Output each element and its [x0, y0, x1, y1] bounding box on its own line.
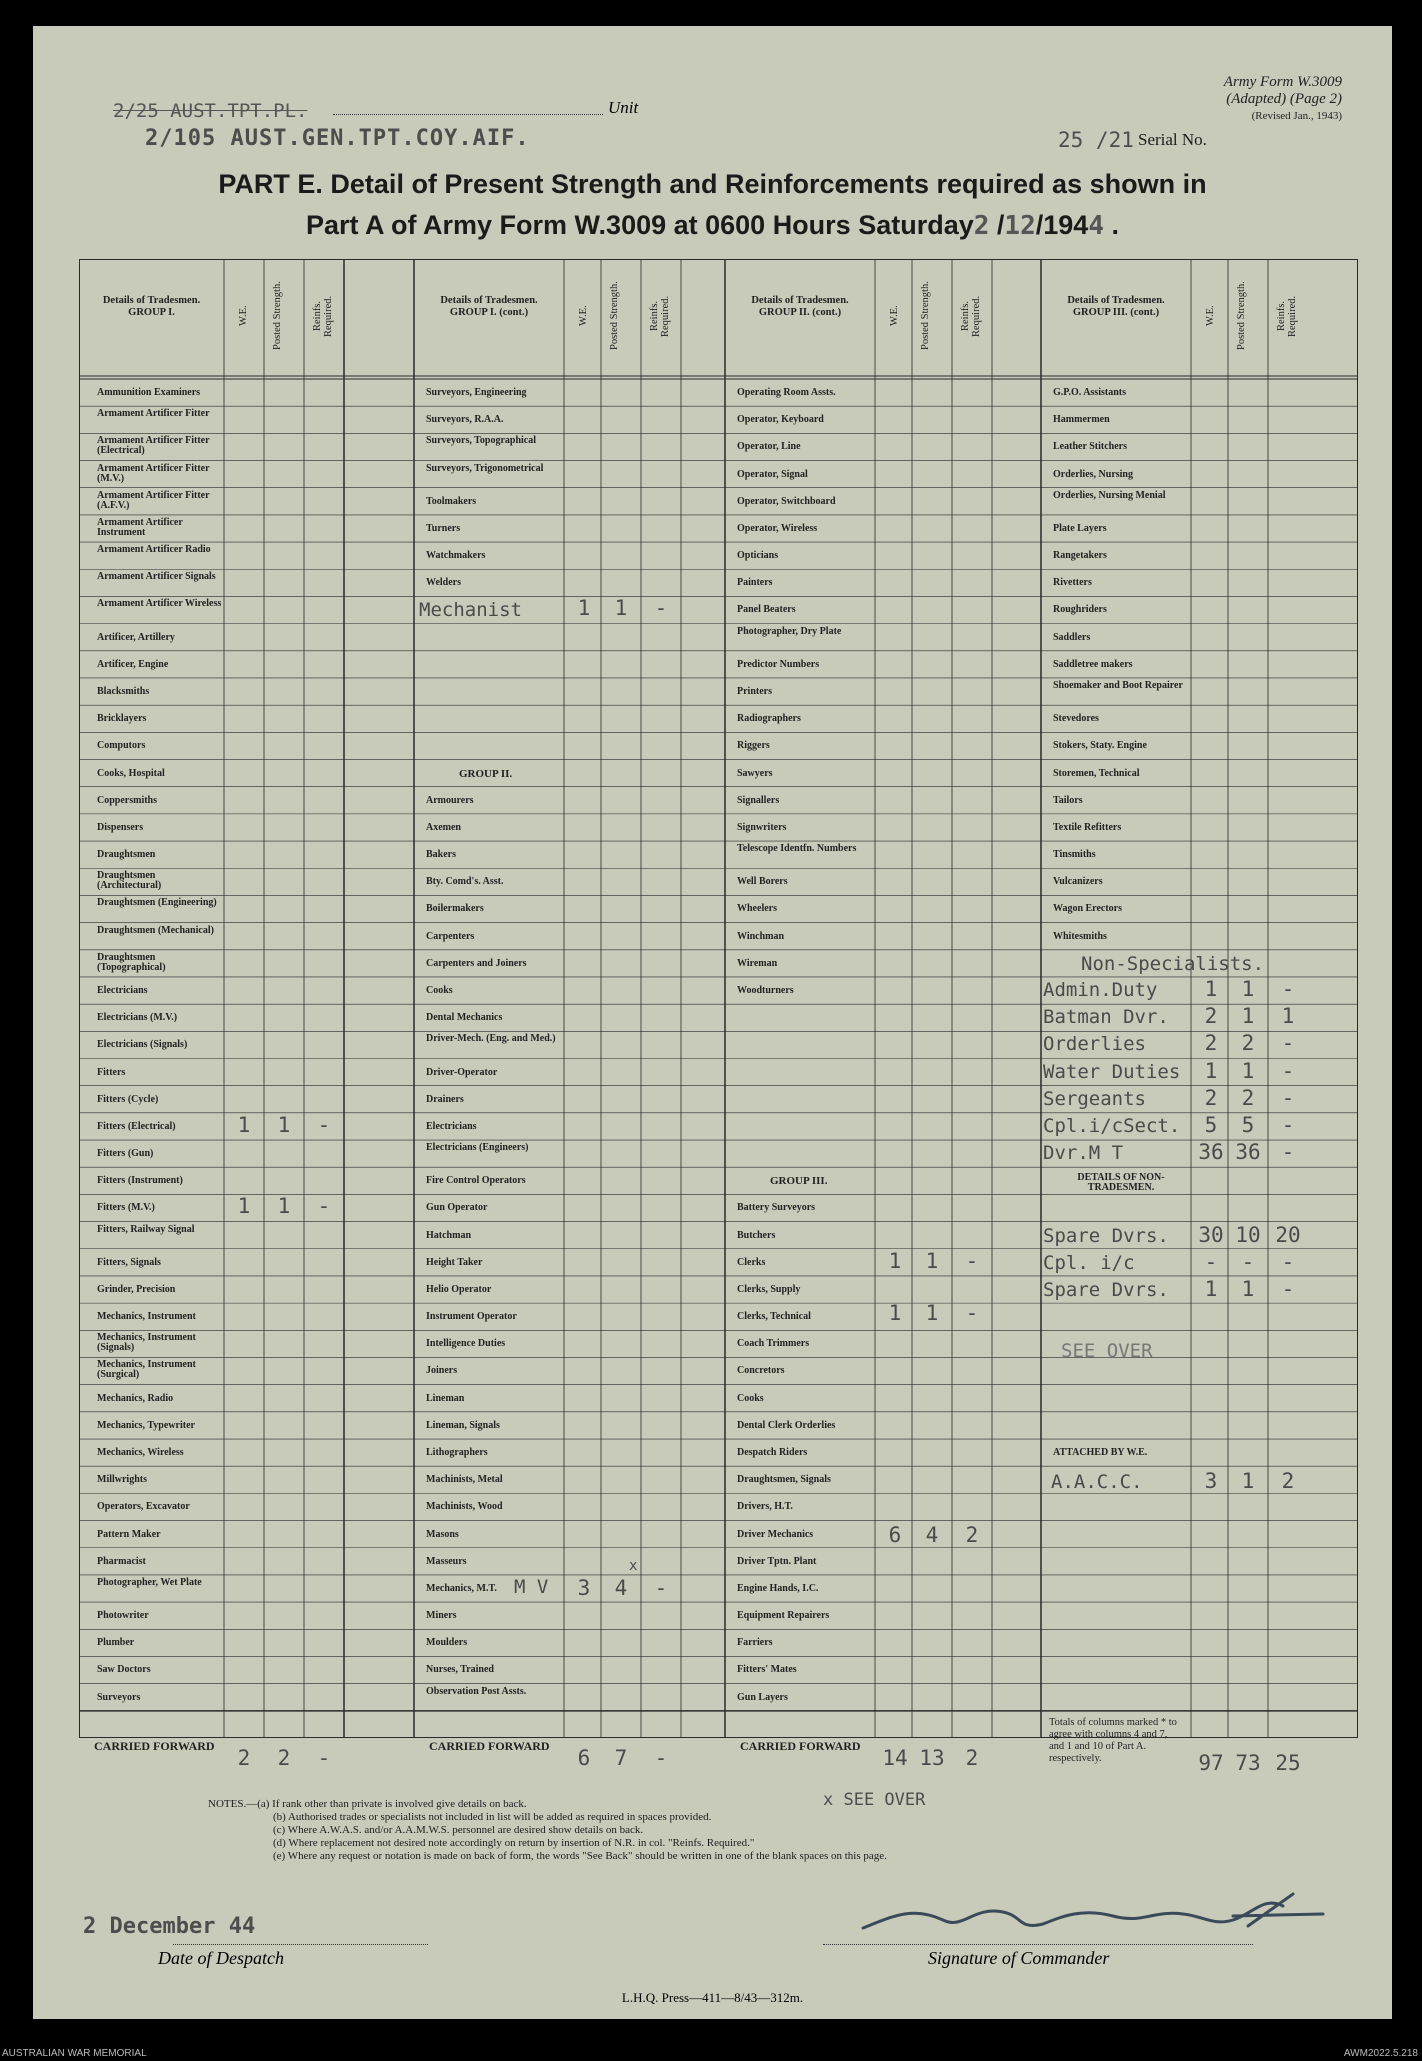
trade-name: Stokers, Staty. Engine	[1053, 740, 1147, 752]
trade-name: Boilermakers	[426, 903, 484, 915]
typed-reinfs: -	[1281, 1276, 1295, 1301]
form-number: Army Form W.3009	[1223, 74, 1342, 90]
trade-name: Artificer, Engine	[97, 658, 169, 670]
despatch-date-typed: 2 December 44	[83, 1914, 256, 1939]
trade-name: Surveyors, R.A.A.	[426, 414, 504, 426]
trade-name: Operator, Line	[737, 441, 801, 453]
column-header-trade: Details of Tradesmen. GROUP I. (cont.)	[440, 295, 538, 318]
trade-name: Vulcanizers	[1053, 876, 1103, 888]
typed-we: 1	[1204, 1058, 1218, 1083]
trade-name: Saddlers	[1053, 631, 1091, 643]
note-a: NOTES.—(a) If rank other than private is involved give details on back.	[208, 1798, 527, 1810]
typed-reinfs: -	[654, 596, 668, 621]
title-prefix: Part A of Army Form W.3009 at 0600 Hours Saturday	[306, 210, 974, 240]
trade-name: Electricians (Engineers)	[426, 1142, 529, 1154]
despatch-line	[173, 1944, 428, 1945]
trade-name: Armament Artificer Signals	[97, 571, 216, 583]
column-header-posted: Posted Strength.	[1236, 281, 1247, 351]
non-specialist-label: Sergeants	[1043, 1087, 1146, 1110]
form-adapted: (Adapted) (Page 2)	[1226, 91, 1342, 107]
title-year-digit: 4	[1088, 211, 1104, 241]
trade-name: Clerks, Technical	[737, 1311, 811, 1323]
trade-name: Machinists, Metal	[426, 1474, 503, 1486]
non-tradesman-label: Spare Dvrs.	[1043, 1278, 1169, 1301]
trade-name: Armament Artificer Fitter (A.F.V.)	[97, 489, 210, 511]
trade-name: Tailors	[1053, 794, 1083, 806]
credit-left: AUSTRALIAN WAR MEMORIAL	[2, 2048, 147, 2059]
trade-name: Despatch Riders	[737, 1447, 808, 1459]
trade-name: Gun Operator	[426, 1202, 488, 1214]
trade-name: Mechanics, Instrument (Signals)	[97, 1332, 196, 1354]
trade-name: Electricians (M.V.)	[97, 1012, 178, 1024]
typed-mark-x: x	[629, 1557, 638, 1574]
trade-name: Signwriters	[737, 821, 787, 833]
title-line-2: Part A of Army Form W.3009 at 0600 Hours Saturday2 /12/1944 .	[306, 210, 1119, 241]
typed-reinfs: -	[317, 1112, 331, 1137]
trade-name: Grinder, Precision	[97, 1283, 176, 1295]
table-grid-lines	[79, 259, 1358, 1738]
non-specialist-label: Water Duties	[1043, 1060, 1181, 1083]
trade-name: Battery Surveyors	[737, 1202, 816, 1214]
typed-reinfs: 2	[1281, 1469, 1295, 1494]
typed-posted: 1	[1241, 1276, 1255, 1301]
column-header-reinfs: Reinfs. Required.	[649, 295, 671, 337]
trade-name: Equipment Repairers	[737, 1610, 830, 1622]
typed-we: 2	[1204, 1004, 1218, 1029]
trade-name: Fitters, Signals	[97, 1256, 161, 1268]
trade-name: Wagon Erectors	[1053, 903, 1122, 915]
trade-name: Armourers	[426, 794, 474, 806]
trade-name: Electricians	[97, 984, 148, 996]
trade-name: Draughtsmen (Mechanical)	[97, 924, 214, 936]
trade-name: Surveyors, Trigonometrical	[426, 462, 544, 474]
trade-name: Surveyors, Engineering	[426, 387, 527, 398]
note-c: (c) Where A.W.A.S. and/or A.A.M.W.S. personnel are desired show details on back.	[273, 1824, 644, 1836]
column-header-reinfs: Reinfs. Required.	[960, 295, 982, 337]
trade-name: Watchmakers	[426, 550, 486, 562]
trade-name: Woodturners	[737, 984, 794, 996]
trade-name: Coppersmiths	[97, 794, 158, 806]
trade-name: Gun Layers	[737, 1691, 788, 1703]
trade-name: G.P.O. Assistants	[1053, 387, 1126, 398]
trade-name: Armament Artificer Fitter (Electrical)	[97, 435, 210, 457]
trade-name: Operator, Signal	[737, 468, 808, 480]
trade-name: Textile Refitters	[1053, 821, 1122, 833]
column-header-trade: Details of Tradesmen. GROUP III. (cont.)	[1067, 295, 1165, 318]
trade-name: Telescope Identfn. Numbers	[737, 843, 857, 855]
trade-name: Driver Tptn. Plant	[737, 1555, 817, 1567]
trade-name: Winchman	[737, 930, 785, 942]
totals-note: Totals of columns marked * to agree with columns 4 and 7, and 1 and 10 of Part A. respectively.	[1049, 1716, 1177, 1764]
form-page	[33, 26, 1392, 2019]
column-header-trade: Details of Tradesmen. GROUP I.	[102, 295, 201, 318]
trade-name: Machinists, Wood	[426, 1501, 503, 1513]
trade-name: Fitters' Mates	[737, 1664, 797, 1676]
trade-name: Stevedores	[1053, 713, 1099, 725]
trade-name: Blacksmiths	[97, 685, 150, 697]
typed-we: 97	[1198, 1750, 1224, 1775]
attached-by-we-label: ATTACHED BY W.E.	[1053, 1447, 1148, 1459]
trade-name: Draughtsmen	[97, 849, 156, 861]
typed-reinfs: 2	[965, 1522, 979, 1547]
trade-name: Riggers	[737, 740, 770, 752]
despatch-label: Date of Despatch	[158, 1948, 284, 1968]
typed-posted: 2	[277, 1745, 291, 1770]
carried-forward-label: CARRIED FORWARD	[94, 1738, 215, 1753]
attached-aacc-label: A.A.C.C.	[1051, 1471, 1143, 1494]
note-b: (b) Authorised trades or specialists not included in list will be added as required in spaces provided.	[273, 1811, 712, 1823]
signature-label: Signature of Commander	[928, 1948, 1110, 1968]
trade-name: Clerks	[737, 1256, 766, 1268]
press-imprint: L.H.Q. Press—411—8/43—312m.	[621, 1990, 804, 2005]
trade-name: Panel Beaters	[737, 604, 796, 616]
typed-we: 5	[1204, 1112, 1218, 1137]
notes-see-over: x SEE OVER	[823, 1790, 926, 1810]
typed-reinfs: -	[654, 1745, 668, 1770]
non-specialist-label: Dvr.M T	[1043, 1142, 1124, 1165]
trade-name: Concretors	[737, 1365, 785, 1377]
trade-name: Dispensers	[97, 821, 144, 833]
typed-we: 1	[237, 1112, 251, 1137]
trade-name: Signallers	[737, 794, 780, 806]
trade-name: Tinsmiths	[1053, 849, 1096, 861]
column-header-trade: Details of Tradesmen. GROUP II. (cont.)	[751, 295, 849, 318]
group-iii-heading: GROUP III.	[770, 1175, 828, 1188]
typed-reinfs: -	[965, 1248, 979, 1273]
typed-posted: 10	[1235, 1222, 1261, 1247]
trade-name: Welders	[426, 577, 461, 589]
trade-name: Axemen	[426, 821, 461, 833]
trade-name: Driver Mechanics	[737, 1528, 814, 1540]
trade-name: Mechanics, Instrument (Surgical)	[97, 1359, 196, 1381]
trade-name: Dental Clerk Orderlies	[737, 1419, 836, 1431]
trade-name: Photographer, Dry Plate	[737, 625, 842, 637]
column-header-posted: Posted Strength.	[272, 281, 283, 351]
note-d: (d) Where replacement not desired note accordingly on return by insertion of N.R. in col. "Reinfs. Required."	[273, 1837, 755, 1849]
column-header-we: W.E.	[578, 305, 589, 327]
typed-posted: -	[1241, 1249, 1255, 1274]
trade-name: Cooks	[737, 1392, 764, 1404]
trade-name: Orderlies, Nursing	[1053, 468, 1133, 480]
non-specialist-label: Batman Dvr.	[1043, 1006, 1169, 1029]
column-header-we: W.E.	[889, 305, 900, 327]
trade-name: Draughtsmen (Topographical)	[97, 951, 166, 973]
typed-we: 3	[1204, 1469, 1218, 1494]
trade-name: Fitters (Cycle)	[97, 1093, 159, 1105]
typed-we: 2	[1204, 1085, 1218, 1110]
form-reference	[1224, 74, 1342, 125]
typed-mechanics-mt-suffix: M V	[514, 1575, 549, 1598]
typed-posted: 1	[277, 1194, 291, 1219]
commander-signature	[853, 1886, 1333, 1946]
trade-name: Draughtsmen (Engineering)	[97, 897, 217, 909]
details-non-tradesmen: DETAILS OF NON-TRADESMEN.	[1077, 1172, 1165, 1194]
typed-posted: 1	[614, 596, 628, 621]
typed-posted: 7	[614, 1745, 628, 1770]
trade-name: Operator, Keyboard	[737, 414, 824, 426]
column-header-we: W.E.	[238, 305, 249, 327]
trade-name: Lithographers	[426, 1447, 488, 1459]
trade-name: Joiners	[426, 1365, 458, 1377]
unit-label: Unit	[608, 98, 639, 117]
typed-mechanist: Mechanist	[419, 599, 522, 622]
typed-we: 30	[1198, 1222, 1224, 1247]
trade-name: Draughtsmen, Signals	[737, 1474, 831, 1486]
trade-name: Pharmacist	[97, 1555, 146, 1567]
column-header-posted: Posted Strength.	[609, 281, 620, 351]
trade-name: Draughtsmen (Architectural)	[97, 870, 162, 892]
trade-name: Saddletree makers	[1053, 658, 1133, 670]
typed-reinfs: -	[1281, 976, 1295, 1001]
trade-name: Dental Mechanics	[426, 1012, 503, 1024]
typed-posted: 4	[614, 1575, 628, 1600]
trade-name: Armament Artificer Radio	[97, 544, 211, 556]
trade-name: Drivers, H.T.	[737, 1501, 793, 1513]
trade-name: Butchers	[737, 1229, 776, 1241]
non-specialist-label: Cpl.i/cSect.	[1043, 1114, 1181, 1137]
column-header-posted: Posted Strength.	[920, 281, 931, 351]
trade-name: Electricians	[426, 1120, 477, 1132]
trade-name: Turners	[426, 522, 461, 534]
column-header-we: W.E.	[1205, 305, 1216, 327]
trade-name: Cooks	[426, 984, 453, 996]
trade-name: Bty. Comd's. Asst.	[426, 876, 504, 888]
form-revision: (Revised Jan., 1943)	[1251, 110, 1342, 122]
trade-name: Operators, Excavator	[97, 1501, 190, 1513]
trade-name: Fitters, Railway Signal	[97, 1223, 195, 1235]
typed-reinfs: -	[1281, 1058, 1295, 1083]
trade-name: Plumber	[97, 1637, 135, 1649]
trade-name: Intelligence Duties	[426, 1338, 506, 1350]
non-tradesman-label: Spare Dvrs.	[1043, 1224, 1169, 1247]
trade-name: Drainers	[426, 1093, 464, 1105]
trade-name: Helio Operator	[426, 1283, 492, 1295]
carried-forward-label: CARRIED FORWARD	[429, 1738, 550, 1753]
trade-name: Pattern Maker	[97, 1528, 161, 1540]
trade-name: Roughriders	[1053, 604, 1107, 616]
typed-we: 6	[888, 1522, 902, 1547]
trade-name: Rangetakers	[1053, 550, 1107, 562]
trade-name: Armament Artificer Instrument	[97, 516, 183, 538]
unit-typed: 2/105 AUST.GEN.TPT.COY.AIF.	[145, 126, 530, 151]
trade-name: Orderlies, Nursing Menial	[1053, 489, 1166, 501]
trade-name: Mechanics, Wireless	[97, 1447, 184, 1459]
trade-name: Bricklayers	[97, 713, 147, 725]
trade-name: Fitters (Electrical)	[97, 1120, 176, 1132]
group-ii-heading: GROUP II.	[459, 767, 513, 780]
unit-struck: 2/25 AUST.TPT.PL.	[113, 100, 308, 122]
typed-reinfs: -	[654, 1575, 668, 1600]
typed-reinfs: 1	[1281, 1004, 1295, 1029]
trade-name: Artificer, Artillery	[97, 631, 175, 643]
trade-name: Surveyors, Topographical	[426, 435, 537, 447]
credit-right: AWM2022.5.218	[1343, 2048, 1418, 2059]
trade-name: Moulders	[426, 1637, 468, 1649]
trade-name: Shoemaker and Boot Repairer	[1053, 679, 1183, 691]
typed-we: 1	[1204, 976, 1218, 1001]
trade-name: Wheelers	[737, 903, 777, 915]
trade-name: Masseurs	[426, 1555, 467, 1567]
trade-name: Clerks, Supply	[737, 1283, 801, 1295]
trade-name: Engine Hands, I.C.	[737, 1582, 819, 1594]
typed-we: 1	[888, 1248, 902, 1273]
trade-name: Miners	[426, 1610, 457, 1622]
trade-name: Saw Doctors	[97, 1664, 151, 1676]
trade-name: Fitters	[97, 1066, 126, 1078]
typed-posted: 1	[1241, 1469, 1255, 1494]
trade-name: Lineman	[426, 1392, 465, 1404]
trade-name: Nurses, Trained	[426, 1664, 494, 1676]
trade-name: Operating Room Assts.	[737, 387, 836, 398]
typed-we: 2	[237, 1745, 251, 1770]
title-month: 12	[1004, 211, 1036, 241]
serial-typed: 25 /21	[1058, 128, 1134, 152]
trade-name: Driver-Mech. (Eng. and Med.)	[426, 1033, 556, 1045]
typed-we: 1	[577, 596, 591, 621]
trade-name: Lineman, Signals	[426, 1419, 500, 1431]
typed-we: -	[1204, 1249, 1218, 1274]
trade-name: Surveyors	[97, 1691, 141, 1703]
typed-reinfs: -	[1281, 1112, 1295, 1137]
trade-name: Hammermen	[1053, 414, 1110, 426]
trade-name: Armament Artificer Fitter	[97, 408, 210, 420]
trade-name: Carpenters	[426, 930, 475, 942]
trade-name: Leather Stitchers	[1053, 441, 1127, 453]
trade-name: Radiographers	[737, 713, 801, 725]
typed-reinfs: 25	[1275, 1750, 1301, 1775]
typed-reinfs: 2	[965, 1745, 979, 1770]
typed-reinfs: -	[1281, 1249, 1295, 1274]
trade-name: Mechanics, M.T.	[426, 1582, 497, 1594]
typed-posted: 2	[1241, 1085, 1255, 1110]
trade-name: Farriers	[737, 1637, 773, 1649]
non-specialists-title: Non-Specialists.	[1081, 952, 1265, 975]
non-specialist-label: Orderlies	[1043, 1033, 1146, 1056]
typed-we: 6	[577, 1745, 591, 1770]
trade-name: Toolmakers	[426, 495, 477, 507]
strength-table	[79, 259, 1358, 1775]
typed-posted: 1	[925, 1248, 939, 1273]
typed-reinfs: -	[1281, 1031, 1295, 1056]
typed-reinfs: -	[965, 1301, 979, 1326]
see-over-stamp: SEE OVER	[1061, 1340, 1153, 1363]
trade-name: Hatchman	[426, 1229, 471, 1241]
typed-posted: 4	[925, 1522, 939, 1547]
typed-posted: 1	[925, 1301, 939, 1326]
trade-name: Height Taker	[426, 1256, 483, 1268]
typed-posted: 1	[277, 1112, 291, 1137]
non-specialist-label: Admin.Duty	[1043, 978, 1158, 1001]
carried-forward-label: CARRIED FORWARD	[740, 1738, 861, 1753]
trade-name: Computors	[97, 740, 146, 752]
trade-name: Coach Trimmers	[737, 1338, 810, 1350]
trade-name: Armament Artificer Wireless	[97, 598, 222, 610]
typed-we: 1	[237, 1194, 251, 1219]
trade-name: Photographer, Wet Plate	[97, 1576, 202, 1588]
trade-name: Millwrights	[97, 1474, 147, 1486]
trade-name: Fitters (Instrument)	[97, 1175, 183, 1187]
unit-line	[333, 114, 603, 115]
serial-label: Serial No.	[1138, 130, 1207, 149]
trade-name: Fire Control Operators	[426, 1175, 526, 1187]
trade-name: Instrument Operator	[426, 1311, 517, 1323]
trade-name: Bakers	[426, 849, 456, 861]
typed-posted: 1	[1241, 1058, 1255, 1083]
typed-posted: 1	[1241, 976, 1255, 1001]
typed-we: 1	[888, 1301, 902, 1326]
trade-name: Operator, Wireless	[737, 522, 818, 534]
typed-posted: 36	[1235, 1140, 1261, 1165]
title-line-1: PART E. Detail of Present Strength and Reinforcements required as shown in	[218, 169, 1207, 199]
non-tradesman-label: Cpl. i/c	[1043, 1251, 1135, 1274]
trade-name: Operator, Switchboard	[737, 495, 836, 507]
typed-posted: 2	[1241, 1031, 1255, 1056]
typed-we: 2	[1204, 1031, 1218, 1056]
typed-we: 14	[882, 1745, 908, 1770]
trade-name: Carpenters and Joiners	[426, 957, 527, 969]
typed-we: 1	[1204, 1276, 1218, 1301]
typed-reinfs: -	[317, 1194, 331, 1219]
column-header-reinfs: Reinfs. Required.	[1276, 295, 1298, 337]
trade-name: Sawyers	[737, 767, 773, 779]
signature-line	[823, 1944, 1253, 1945]
trade-name: Storemen, Technical	[1053, 767, 1140, 779]
typed-posted: 1	[1241, 1004, 1255, 1029]
trade-name: Photowriter	[97, 1610, 149, 1622]
trade-name: Printers	[737, 685, 772, 697]
typed-posted: 5	[1241, 1112, 1255, 1137]
trade-name: Electricians (Signals)	[97, 1039, 188, 1051]
trade-name: Well Borers	[737, 876, 788, 888]
title-day: 2	[973, 211, 990, 241]
trade-name: Ammunition Examiners	[97, 387, 201, 398]
trade-name: Whitesmiths	[1053, 930, 1107, 942]
typed-we: 3	[577, 1575, 591, 1600]
trade-name: Fitters (Gun)	[97, 1148, 154, 1160]
trade-name: Wireman	[737, 957, 778, 969]
trade-name: Observation Post Assts.	[426, 1685, 527, 1697]
typed-we: 36	[1198, 1140, 1224, 1165]
trade-name: Mechanics, Radio	[97, 1392, 174, 1404]
trade-name: Predictor Numbers	[737, 658, 820, 670]
column-header-reinfs: Reinfs. Required.	[312, 295, 334, 337]
typed-posted: 13	[919, 1745, 945, 1770]
trade-name: Armament Artificer Fitter (M.V.)	[97, 462, 210, 484]
trade-name: Opticians	[737, 550, 779, 562]
trade-name: Masons	[426, 1528, 459, 1540]
typed-reinfs: 20	[1275, 1222, 1301, 1247]
trade-name: Mechanics, Instrument	[97, 1311, 196, 1323]
trade-name: Cooks, Hospital	[97, 767, 165, 779]
trade-name: Mechanics, Typewriter	[97, 1419, 195, 1431]
typed-reinfs: -	[317, 1745, 331, 1770]
title-year: 194	[1043, 210, 1089, 240]
note-e: (e) Where any request or notation is made on back of form, the words "See Back" should be written in one of the blank spaces on this page.	[273, 1850, 887, 1862]
trade-name: Fitters (M.V.)	[97, 1202, 155, 1214]
typed-reinfs: -	[1281, 1085, 1295, 1110]
trade-name: Driver-Operator	[426, 1066, 498, 1078]
trade-name: Painters	[737, 577, 773, 589]
typed-reinfs: -	[1281, 1140, 1295, 1165]
trade-name: Rivetters	[1053, 577, 1092, 589]
trade-name: Plate Layers	[1053, 522, 1107, 534]
notes-block	[208, 1798, 887, 1863]
typed-posted: 73	[1235, 1750, 1261, 1775]
